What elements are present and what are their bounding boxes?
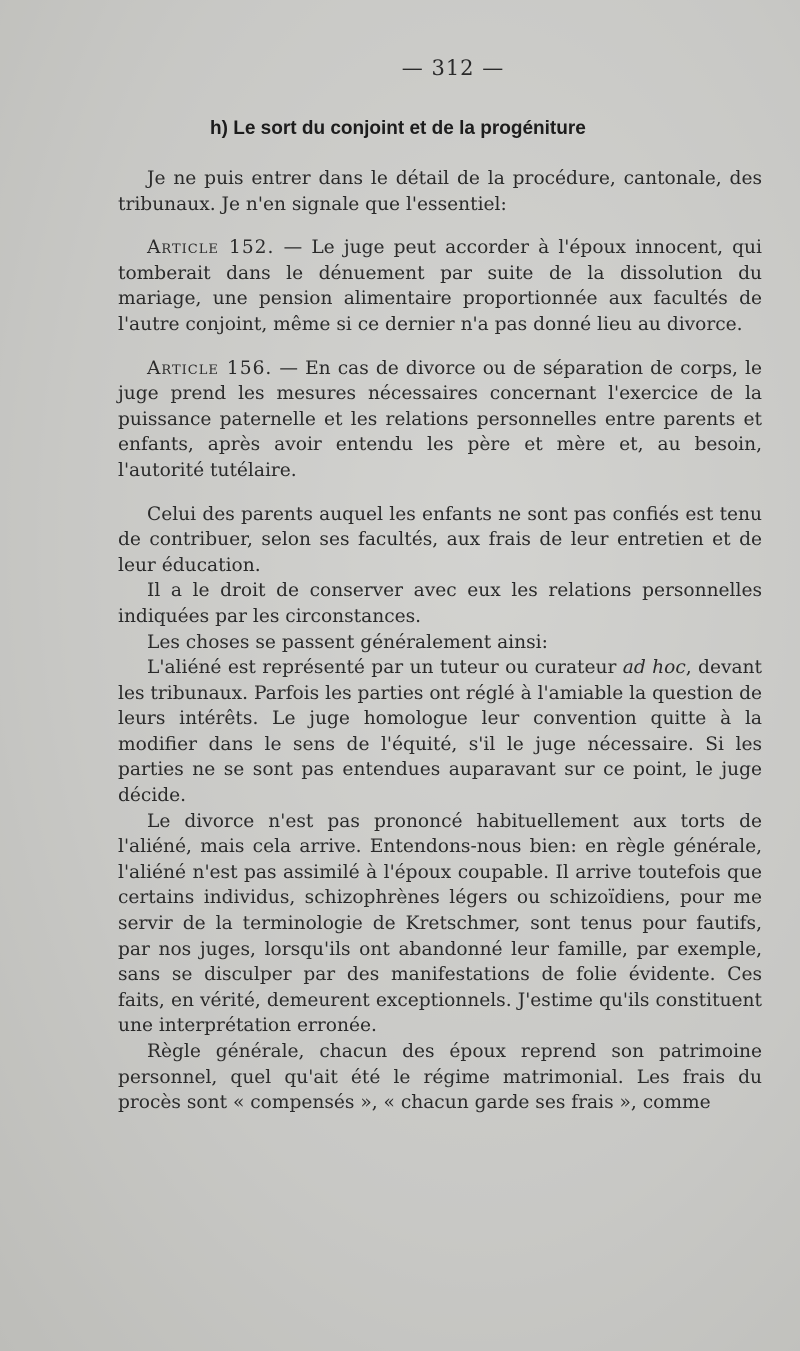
page-number: — 312 — bbox=[401, 56, 505, 80]
paragraph-text: Règle générale, chacun des époux reprend son patrimoine personnel, quel qu'ait été le régime matrimonial. Les frais du procès sont « compensés », « chacun garde ses frais », comme bbox=[118, 1041, 762, 1114]
paragraph-text: L'aliéné est représenté par un tuteur ou curateur bbox=[147, 657, 623, 679]
italic-term: ad hoc bbox=[622, 657, 686, 679]
article-paragraph bbox=[118, 356, 762, 484]
paragraph-text: Il a le droit de conserver avec eux les relations personnelles indiquées par les circonstances. bbox=[118, 580, 762, 627]
article-label: Article 156. bbox=[147, 357, 273, 379]
paragraph bbox=[118, 502, 762, 579]
paragraph-text: — Le juge peut accorder à l'époux innocent, qui tomberait dans le dénuement par suite de la dissolution du mariage, une pension alimentaire proportionnée aux facultés de l'autre conjoint, même si ce dernier n'a pas donné lieu au divorce. bbox=[118, 237, 762, 335]
paragraph-text: Le divorce n'est pas prononcé habituellement aux torts de l'aliéné, mais cela arrive. Entendons-nous bien: en règle générale, l'aliéné n'est pas assimilé à l'époux coupable. Il arrive toutefois que certains individus, schizophrènes légers ou schizoïdiens, pour me servir de la terminologie de Kretschmer, sont tenus pour fautifs, par nos juges, lorsqu'ils ont abandonné leur famille, par exemple, sans se disculper par des manifestations de folie évidente. Ces faits, en vérité, demeurent exceptionnels. J'estime qu'ils constituent une interprétation erronée. bbox=[118, 810, 762, 1037]
article-label: Article 152. bbox=[147, 237, 275, 259]
paragraph bbox=[118, 166, 762, 217]
paragraph-text: , devant les tribunaux. Parfois les parties ont réglé à l'amiable la question de leurs intérêts. Le juge homologue leur convention quitte à la modifier dans le sens de l'équité, s'il le juge nécessaire. Si les parties ne se sont pas entendues auparavant sur ce point, le juge décide. bbox=[118, 657, 763, 807]
paragraph bbox=[118, 809, 762, 1039]
section-heading: h) Le sort du conjoint et de la progéniture bbox=[210, 118, 586, 139]
paragraph bbox=[118, 1039, 762, 1116]
paragraph-text: Je ne puis entrer dans le détail de la procédure, cantonale, des tribunaux. Je n'en signale que l'essentiel: bbox=[118, 168, 762, 215]
paragraph-text: Les choses se passent généralement ainsi: bbox=[147, 631, 548, 653]
paragraph bbox=[118, 630, 762, 656]
paragraph bbox=[118, 655, 762, 809]
paragraph-text: — En cas de divorce ou de séparation de corps, le juge prend les mesures nécessaires concernant l'exercice de la puissance paternelle et les relations personnelles entre parents et enfants, après avoir entendu les père et mère et, au besoin, l'autorité tutélaire. bbox=[118, 357, 762, 481]
paragraph-text: Celui des parents auquel les enfants ne sont pas confiés est tenu de contribuer, selon ses facultés, aux frais de leur entretien et de leur éducation. bbox=[118, 503, 762, 576]
article-paragraph bbox=[118, 235, 762, 337]
paragraph bbox=[118, 578, 762, 629]
